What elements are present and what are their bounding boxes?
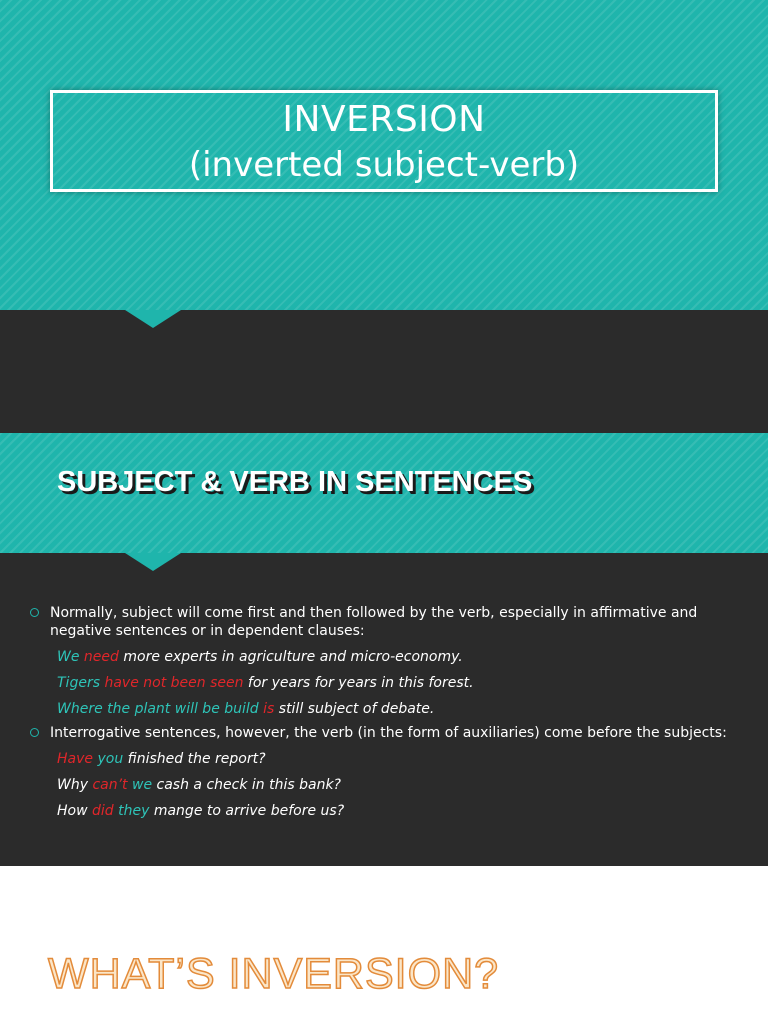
- example-sentence: [28, 802, 740, 820]
- slide-content: [28, 604, 740, 820]
- circle-bullet-icon: [30, 608, 39, 617]
- subject-text: we: [132, 777, 153, 793]
- lead-text: Why: [57, 777, 93, 793]
- banner-notch: [125, 310, 181, 328]
- bullet-text: Normally, subject will come first and then followed by the verb, especially in affirmative and negative sentences or in dependent clauses:: [50, 605, 698, 639]
- rest-text: more experts in agriculture and micro-economy.: [118, 649, 463, 665]
- slide-subtitle: (inverted subject-verb): [188, 145, 580, 185]
- example-sentence: [28, 648, 740, 666]
- rest-text: still subject of debate.: [274, 701, 435, 717]
- subject-text: We: [57, 649, 80, 665]
- rest-text: cash a check in this bank?: [152, 777, 341, 793]
- subject-text: Tigers: [57, 675, 100, 691]
- example-sentence: [28, 750, 740, 768]
- bullet-text: Interrogative sentences, however, the verb (in the form of auxiliaries) come before the subjects:: [50, 725, 727, 741]
- rest-text: finished the report?: [123, 751, 266, 767]
- subject-text: you: [97, 751, 124, 767]
- bullet-item: [28, 724, 740, 742]
- subject-text: they: [118, 803, 150, 819]
- verb-text: Have: [57, 751, 94, 767]
- title-slide-footer: [0, 310, 768, 433]
- slide3-heading: WHAT’S INVERSION?: [48, 950, 500, 998]
- example-sentence: [28, 674, 740, 692]
- verb-text: have not been seen: [104, 675, 244, 691]
- example-sentence: [28, 776, 740, 794]
- verb-text: need: [83, 649, 119, 665]
- slide-title: INVERSION: [282, 99, 486, 140]
- bullet-item: [28, 604, 740, 640]
- banner-notch: [125, 553, 181, 571]
- subject-text: Where the plant will be build: [57, 701, 259, 717]
- example-sentence: [28, 700, 740, 718]
- slide-heading: SUBJECT & VERB IN SENTENCES: [57, 466, 533, 498]
- rest-text: for years for years in this forest.: [243, 675, 474, 691]
- lead-text: How: [57, 803, 92, 819]
- rest-text: mange to arrive before us?: [149, 803, 345, 819]
- verb-text: did: [92, 803, 114, 819]
- title-box: [50, 90, 718, 192]
- circle-bullet-icon: [30, 728, 39, 737]
- verb-text: can’t: [92, 777, 128, 793]
- verb-text: is: [263, 701, 275, 717]
